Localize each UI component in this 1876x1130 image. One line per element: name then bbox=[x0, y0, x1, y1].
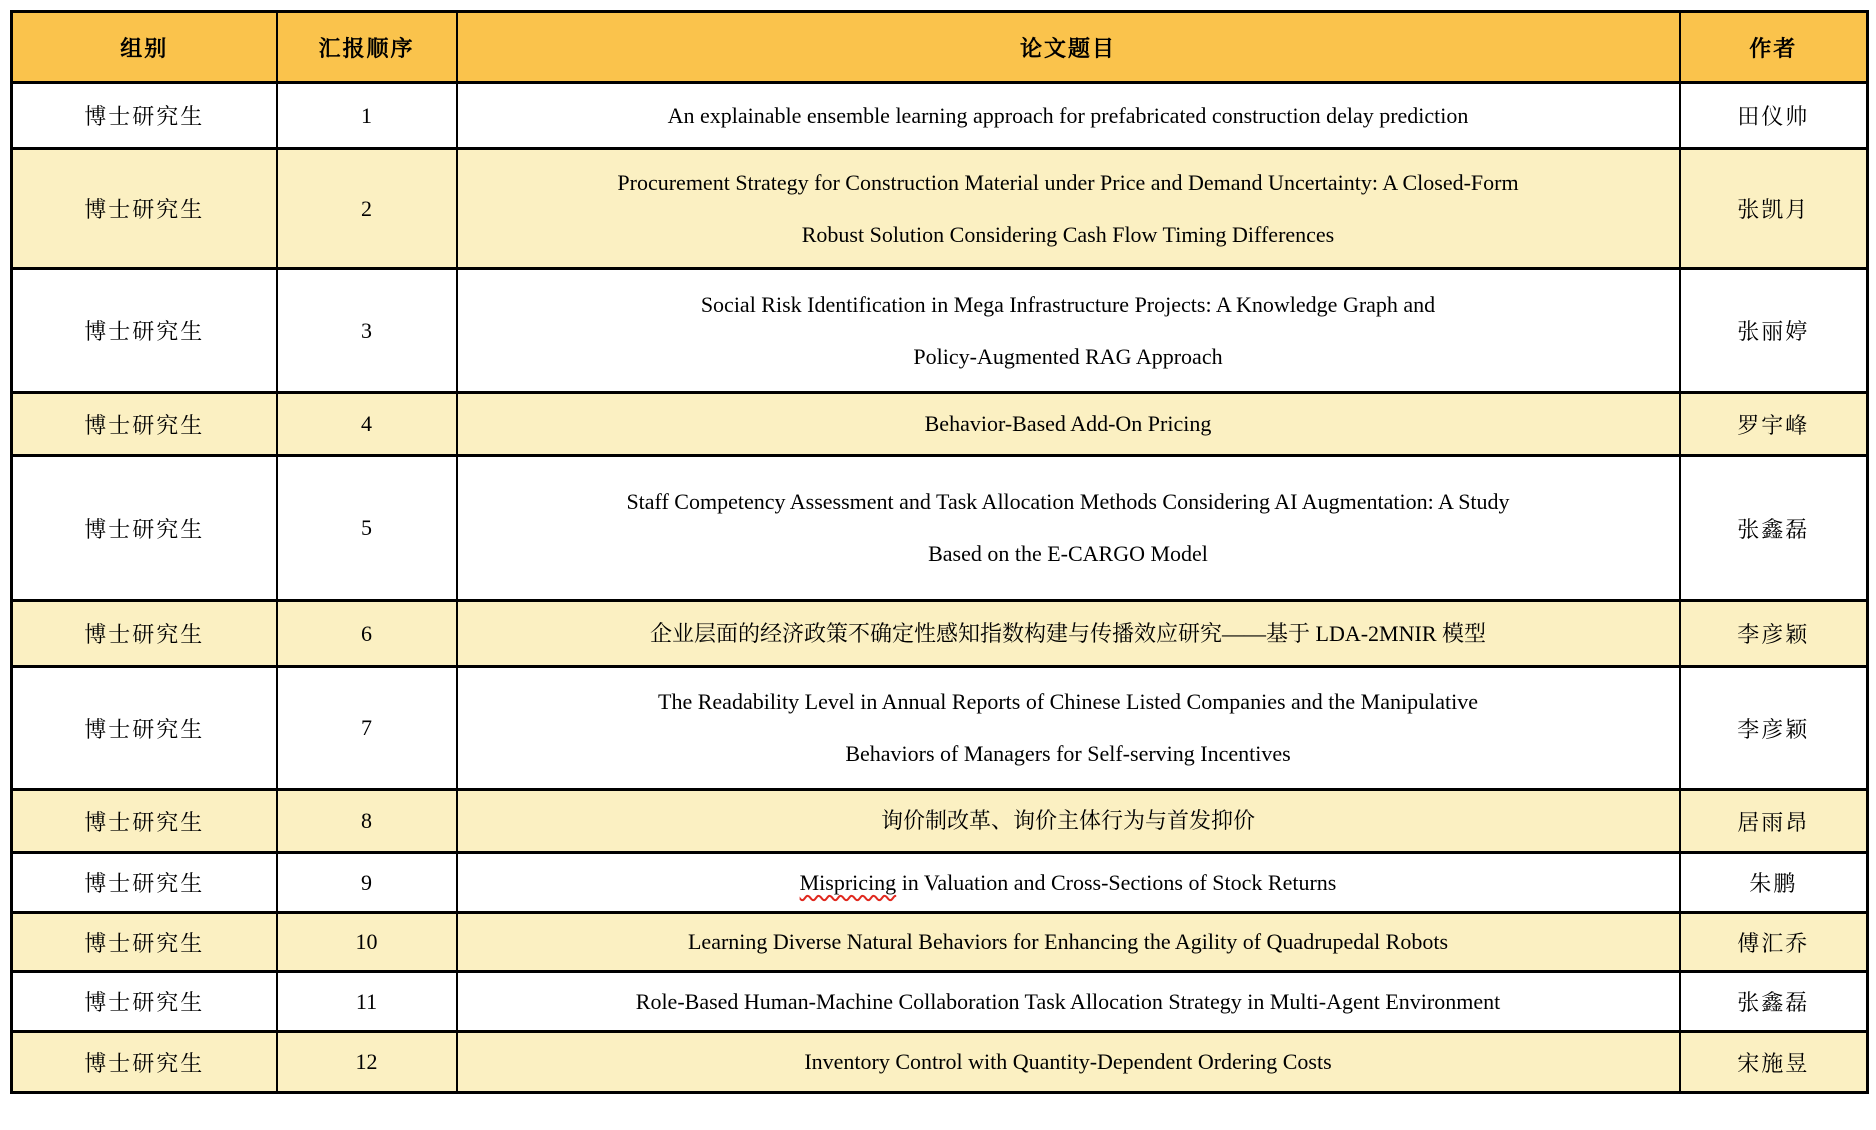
author-cell: 张鑫磊 bbox=[1680, 456, 1868, 601]
title-cell: Behavior-Based Add-On Pricing bbox=[457, 393, 1680, 456]
table-row bbox=[12, 790, 1868, 853]
group-cell: 博士研究生 bbox=[12, 1032, 277, 1093]
order-cell: 12 bbox=[277, 1032, 457, 1093]
table-row bbox=[12, 83, 1868, 149]
table-row bbox=[12, 393, 1868, 456]
group-cell: 博士研究生 bbox=[12, 790, 277, 853]
table-row bbox=[12, 667, 1868, 790]
group-cell: 博士研究生 bbox=[12, 393, 277, 456]
group-cell: 博士研究生 bbox=[12, 601, 277, 667]
title-cell: Inventory Control with Quantity-Dependent Ordering Costs bbox=[457, 1032, 1680, 1093]
order-cell: 3 bbox=[277, 269, 457, 393]
group-cell: 博士研究生 bbox=[12, 456, 277, 601]
group-cell: 博士研究生 bbox=[12, 149, 277, 269]
author-cell: 张鑫磊 bbox=[1680, 972, 1868, 1032]
table-row bbox=[12, 149, 1868, 269]
order-cell: 6 bbox=[277, 601, 457, 667]
table-row bbox=[12, 601, 1868, 667]
table-body bbox=[12, 83, 1868, 1093]
order-cell: 11 bbox=[277, 972, 457, 1032]
table-row bbox=[12, 972, 1868, 1032]
table-row bbox=[12, 269, 1868, 393]
author-cell: 李彦颖 bbox=[1680, 601, 1868, 667]
order-cell: 1 bbox=[277, 83, 457, 149]
group-cell: 博士研究生 bbox=[12, 667, 277, 790]
group-cell: 博士研究生 bbox=[12, 913, 277, 972]
paper-schedule-table bbox=[10, 10, 1869, 1094]
title-cell: Social Risk Identification in Mega Infrastructure Projects: A Knowledge Graph and Policy-Augmented RAG Approach bbox=[457, 269, 1680, 393]
table-row bbox=[12, 456, 1868, 601]
spellcheck-underlined-word: Mispricing bbox=[799, 869, 897, 895]
title-cell: Mispricing in Valuation and Cross-Sections of Stock Returns bbox=[457, 853, 1680, 913]
author-cell: 李彦颖 bbox=[1680, 667, 1868, 790]
header-row bbox=[12, 12, 1868, 83]
title-cell: Learning Diverse Natural Behaviors for Enhancing the Agility of Quadrupedal Robots bbox=[457, 913, 1680, 972]
author-cell: 朱鹏 bbox=[1680, 853, 1868, 913]
title-cell: 企业层面的经济政策不确定性感知指数构建与传播效应研究——基于 LDA-2MNIR 模型 bbox=[457, 601, 1680, 667]
table-row bbox=[12, 1032, 1868, 1093]
order-cell: 8 bbox=[277, 790, 457, 853]
group-cell: 博士研究生 bbox=[12, 853, 277, 913]
title-cell: Staff Competency Assessment and Task Allocation Methods Considering AI Augmentation: A Study Based on the E-CARGO Model bbox=[457, 456, 1680, 601]
order-cell: 5 bbox=[277, 456, 457, 601]
author-cell: 傅汇乔 bbox=[1680, 913, 1868, 972]
title-cell: Role-Based Human-Machine Collaboration Task Allocation Strategy in Multi-Agent Environment bbox=[457, 972, 1680, 1032]
group-cell: 博士研究生 bbox=[12, 269, 277, 393]
table-row bbox=[12, 853, 1868, 913]
author-cell: 田仪帅 bbox=[1680, 83, 1868, 149]
order-cell: 10 bbox=[277, 913, 457, 972]
title-cell: An explainable ensemble learning approach for prefabricated construction delay prediction bbox=[457, 83, 1680, 149]
order-cell: 9 bbox=[277, 853, 457, 913]
col-header-title: 论文题目 bbox=[457, 12, 1680, 83]
title-cell: 询价制改革、询价主体行为与首发抑价 bbox=[457, 790, 1680, 853]
title-cell: Procurement Strategy for Construction Material under Price and Demand Uncertainty: A Closed-Form Robust Solution Considering Cash Flow Timing Differences bbox=[457, 149, 1680, 269]
table-row bbox=[12, 913, 1868, 972]
col-header-group: 组别 bbox=[12, 12, 277, 83]
author-cell: 张丽婷 bbox=[1680, 269, 1868, 393]
order-cell: 2 bbox=[277, 149, 457, 269]
author-cell: 宋施昱 bbox=[1680, 1032, 1868, 1093]
group-cell: 博士研究生 bbox=[12, 83, 277, 149]
group-cell: 博士研究生 bbox=[12, 972, 277, 1032]
title-cell: The Readability Level in Annual Reports of Chinese Listed Companies and the Manipulative Behaviors of Managers for Self-serving Incentives bbox=[457, 667, 1680, 790]
order-cell: 4 bbox=[277, 393, 457, 456]
author-cell: 罗宇峰 bbox=[1680, 393, 1868, 456]
col-header-order: 汇报顺序 bbox=[277, 12, 457, 83]
author-cell: 张凯月 bbox=[1680, 149, 1868, 269]
order-cell: 7 bbox=[277, 667, 457, 790]
author-cell: 居雨昂 bbox=[1680, 790, 1868, 853]
col-header-author: 作者 bbox=[1680, 12, 1868, 83]
